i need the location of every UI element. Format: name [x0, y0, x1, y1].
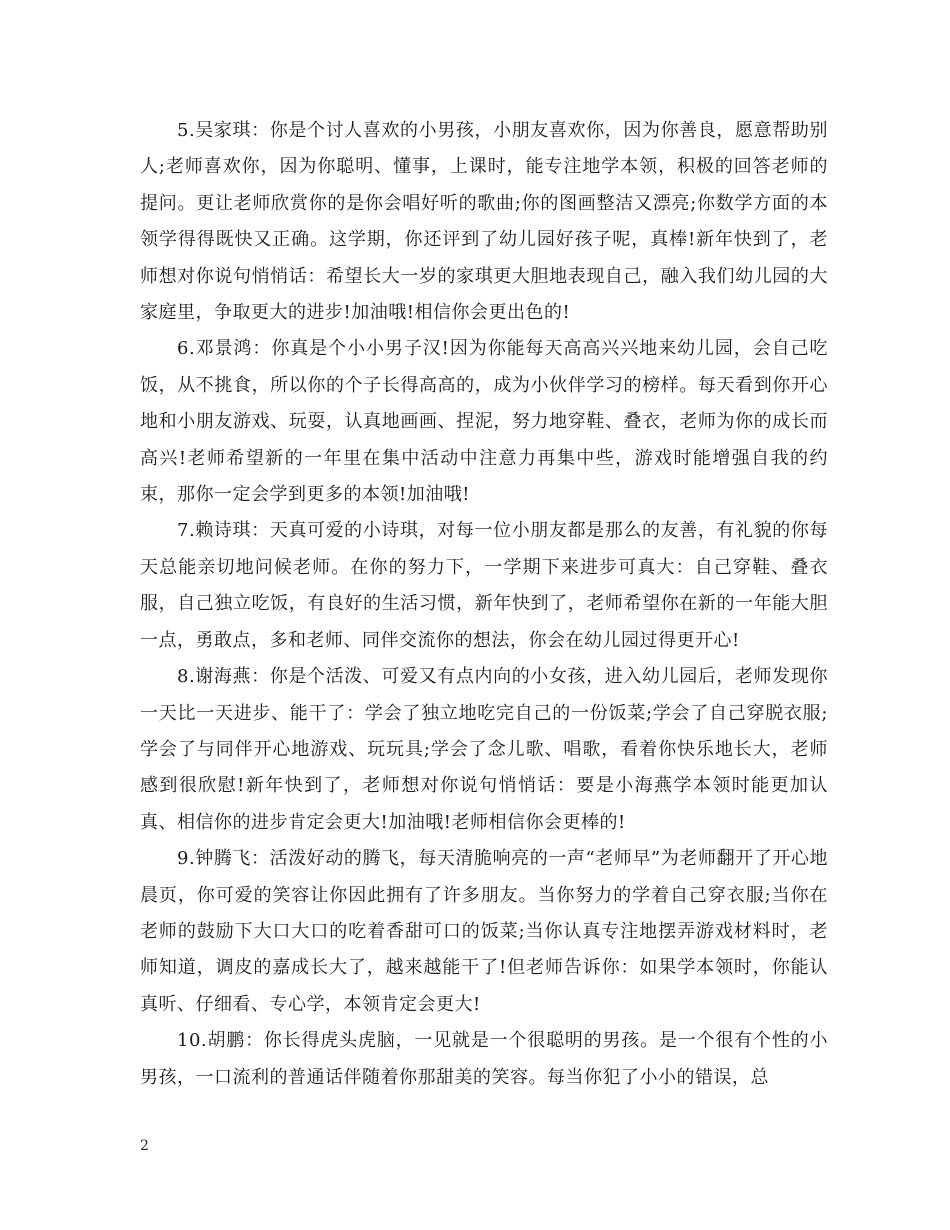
paragraph-5: 5.吴家琪：你是个讨人喜欢的小男孩，小朋友喜欢你，因为你善良，愿意帮助别人;老师喜欢你，因为你聪明、懂事，上课时，能专注地学本领，积极的回答老师的提问。更让老师欣赏你的是你会唱好听的歌曲;你的图画整洁又漂亮;你数学方面的本领学得得既快又正确。这学期，你还评到了幼儿园好孩子呢，真棒!新年快到了，老师想对你说句悄悄话：希望长大一岁的家琪更大胆地表现自己，融入我们幼儿园的大家庭里，争取更大的进步!加油哦!相信你会更出色的! [140, 120, 828, 324]
paragraph-6: 6.邓景鸿：你真是个小小男子汉!因为你能每天高高兴兴地来幼儿园，会自己吃饭，从不挑食，所以你的个子长得高高的，成为小伙伴学习的榜样。每天看到你开心地和小朋友游戏、玩耍，认真地画画、捏泥，努力地穿鞋、叠衣，老师为你的成长而高兴!老师希望新的一年里在集中活动中注意力再集中些，游戏时能增强自我的约束，那你一定会学到更多的本领!加油哦! [140, 338, 828, 506]
paragraph-7: 7.赖诗琪：天真可爱的小诗琪，对每一位小朋友都是那么的友善，有礼貌的你每天总能亲切地问候老师。在你的努力下，一学期下来进步可真大：自己穿鞋、叠衣服，自己独立吃饭，有良好的生活习惯，新年快到了，老师希望你在新的一年能大胆一点，勇敢点，多和老师、同伴交流你的想法，你会在幼儿园过得更开心! [140, 520, 828, 651]
paragraph-10: 10.胡鹏：你长得虎头虎脑，一见就是一个很聪明的男孩。是一个很有个性的小男孩，一口流利的普通话伴随着你那甜美的笑容。每当你犯了小小的错误，总 [140, 1030, 828, 1088]
paragraph-8: 8.谢海燕：你是个活泼、可爱又有点内向的小女孩，进入幼儿园后，老师发现你一天比一天进步、能干了：学会了独立地吃完自己的一份饭菜;学会了自己穿脱衣服;学会了与同伴开心地游戏、玩玩具;学会了念儿歌、唱歌，看着你快乐地长大，老师感到很欣慰!新年快到了，老师想对你说句悄悄话：要是小海燕学本领时能更加认真、相信你的进步肯定会更大!加油哦!老师相信你会更棒的! [140, 666, 828, 833]
page-number: 2 [140, 1138, 149, 1154]
paragraph-9: 9.钟腾飞：活泼好动的腾飞，每天清脆响亮的一声“老师早”为老师翻开了开心地晨页，你可爱的笑容让你因此拥有了许多朋友。当你努力的学着自己穿衣服;当你在老师的鼓励下大口大口的吃着香甜可口的饭菜;当你认真专注地摆弄游戏材料时，老师知道，调皮的嘉成长大了，越来越能干了!但老师告诉你：如果学本领时，你能认真听、仔细看、专心学，本领肯定会更大! [140, 848, 828, 1015]
body-text [140, 113, 828, 1096]
